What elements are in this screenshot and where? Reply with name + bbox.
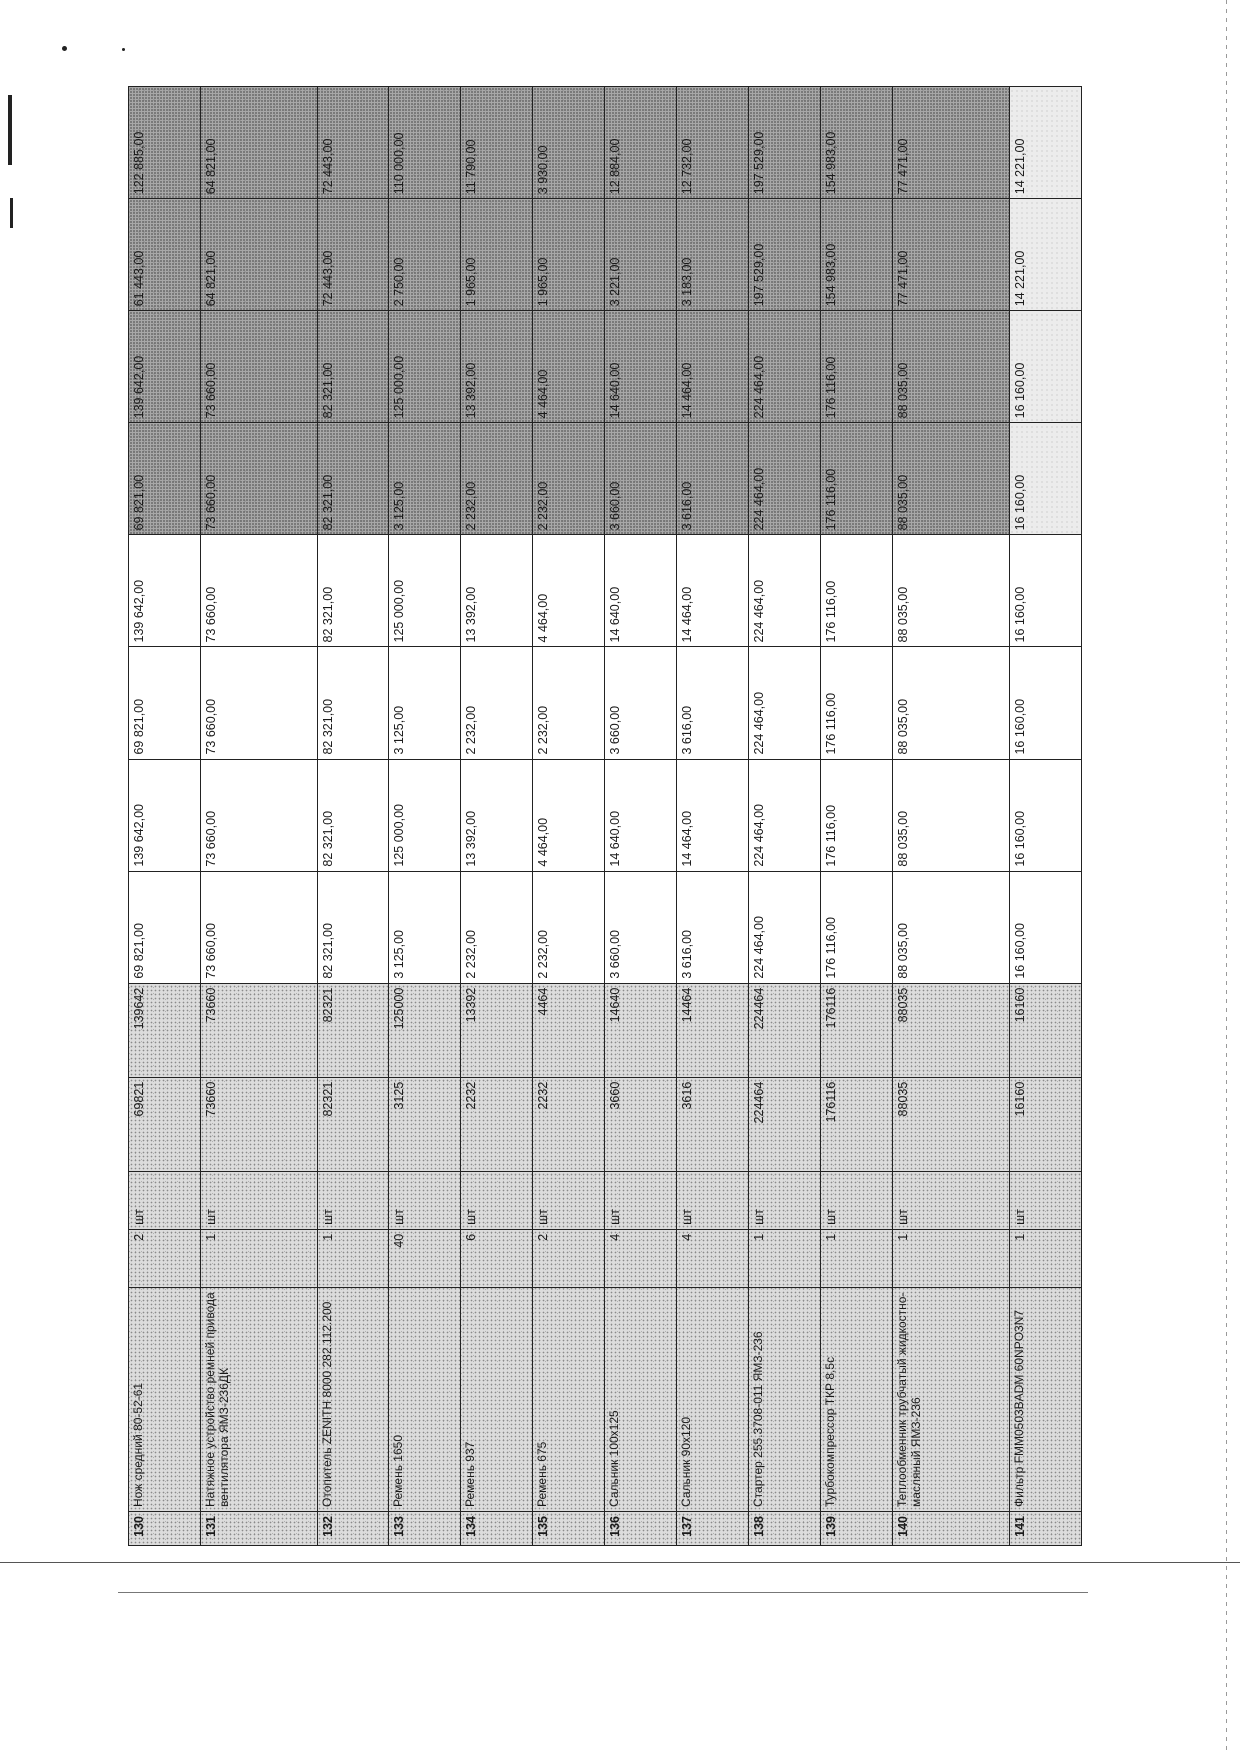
cell-quantity: 4 [677, 1229, 749, 1287]
cell-unit-price-3: 224 464,00 [749, 423, 821, 535]
cell-unit-price-2: 2 232,00 [461, 647, 533, 759]
cell-unit: шт [129, 1171, 201, 1229]
cell-total-price-3: 82 321,00 [317, 311, 389, 423]
cell-unit-price-4: 1 965,00 [533, 199, 605, 311]
cell-unit-price-1: 73 660,00 [200, 871, 317, 983]
cell-quantity: 1 [821, 1229, 893, 1287]
cell-unit-price-3: 16 160,00 [1009, 423, 1081, 535]
cell-total-price-1: 13 392,00 [461, 759, 533, 871]
table-row [461, 87, 533, 1546]
cell-unit-price-1: 224 464,00 [749, 871, 821, 983]
cell-unit-price-4: 3 221,00 [605, 199, 677, 311]
cell-unit-price-2: 69 821,00 [129, 647, 201, 759]
cell-unit-price-3: 2 232,00 [533, 423, 605, 535]
table-row [893, 87, 1010, 1546]
cell-total-price-3: 16 160,00 [1009, 311, 1081, 423]
cell-unit-price-4: 14 221,00 [1009, 199, 1081, 311]
scan-binding-mark [8, 95, 12, 165]
cell-quantity: 40 [389, 1229, 461, 1287]
cell-item-name: Фильтр FMM0503BADM 60NPO3N7 [1009, 1287, 1081, 1511]
cell-item-name: Сальник 90x120 [677, 1287, 749, 1511]
cell-total-price-2: 4 464,00 [533, 535, 605, 647]
cell-unit-price-4: 72 443,00 [317, 199, 389, 311]
cell-total-price-2: 176 116,00 [821, 535, 893, 647]
cell-unit-price-4: 154 983,00 [821, 199, 893, 311]
cell-quantity: 1 [200, 1229, 317, 1287]
table-row [749, 87, 821, 1546]
cell-unit-price-2: 16 160,00 [1009, 647, 1081, 759]
cell-row-number: 135 [533, 1511, 605, 1545]
cell-unit: шт [677, 1171, 749, 1229]
cell-unit-price-1: 82 321,00 [317, 871, 389, 983]
cell-total-price-3: 176 116,00 [821, 311, 893, 423]
cell-unit-price-1: 16 160,00 [1009, 871, 1081, 983]
cell-quantity: 6 [461, 1229, 533, 1287]
cell-total-price-2: 13 392,00 [461, 535, 533, 647]
cell-unit-price-2: 2 232,00 [533, 647, 605, 759]
cell-total-price-3: 125 000,00 [389, 311, 461, 423]
cell-total-price-3: 14 640,00 [605, 311, 677, 423]
cell-unit-price: 88035 [893, 1077, 1010, 1171]
cell-unit-price: 2232 [533, 1077, 605, 1171]
cell-unit-price-3: 3 125,00 [389, 423, 461, 535]
cell-unit-price-1: 88 035,00 [893, 871, 1010, 983]
cell-unit-price-1: 2 232,00 [461, 871, 533, 983]
cell-quantity: 1 [1009, 1229, 1081, 1287]
cell-quantity: 2 [129, 1229, 201, 1287]
cell-quantity: 1 [317, 1229, 389, 1287]
table-row [1009, 87, 1081, 1546]
cell-total-price-4: 12 732,00 [677, 87, 749, 199]
cell-total-price-2: 82 321,00 [317, 535, 389, 647]
cell-item-name: Теплообменник трубчатый жидкостно-масляный ЯМЗ-236 [893, 1287, 1010, 1511]
cell-unit-price-4: 61 443,00 [129, 199, 201, 311]
cell-unit-price-1: 3 616,00 [677, 871, 749, 983]
cell-unit: шт [317, 1171, 389, 1229]
cell-total-price-1: 139 642,00 [129, 759, 201, 871]
cell-unit: шт [200, 1171, 317, 1229]
cell-row-number: 134 [461, 1511, 533, 1545]
cell-unit-price: 3616 [677, 1077, 749, 1171]
cell-unit-price-2: 3 660,00 [605, 647, 677, 759]
cell-unit-price-2: 3 616,00 [677, 647, 749, 759]
cell-total-price: 73660 [200, 983, 317, 1077]
cell-total-price-1: 125 000,00 [389, 759, 461, 871]
bottom-rule [0, 1562, 1240, 1563]
cell-total-price-2: 14 464,00 [677, 535, 749, 647]
cell-total-price-4: 77 471,00 [893, 87, 1010, 199]
cell-unit-price-3: 73 660,00 [200, 423, 317, 535]
cell-total-price-4: 122 885,00 [129, 87, 201, 199]
cell-total-price-2: 14 640,00 [605, 535, 677, 647]
cell-item-name: Ремень 1650 [389, 1287, 461, 1511]
cell-unit-price-4: 3 183,00 [677, 199, 749, 311]
cell-row-number: 141 [1009, 1511, 1081, 1545]
cell-total-price-3: 88 035,00 [893, 311, 1010, 423]
cell-total-price-1: 14 640,00 [605, 759, 677, 871]
cell-unit-price-3: 82 321,00 [317, 423, 389, 535]
cell-unit-price-1: 3 125,00 [389, 871, 461, 983]
table-body [129, 87, 1082, 1546]
cell-item-name: Сальник 100x125 [605, 1287, 677, 1511]
cell-quantity: 2 [533, 1229, 605, 1287]
cell-total-price-1: 176 116,00 [821, 759, 893, 871]
cell-total-price: 14640 [605, 983, 677, 1077]
scan-binding-mark [10, 198, 13, 228]
cell-unit: шт [533, 1171, 605, 1229]
cell-unit-price: 82321 [317, 1077, 389, 1171]
cell-unit-price-1: 3 660,00 [605, 871, 677, 983]
cell-unit-price-2: 73 660,00 [200, 647, 317, 759]
cell-total-price-4: 197 529,00 [749, 87, 821, 199]
cell-unit: шт [389, 1171, 461, 1229]
cell-total-price-4: 11 790,00 [461, 87, 533, 199]
cell-row-number: 138 [749, 1511, 821, 1545]
cell-unit-price-4: 77 471,00 [893, 199, 1010, 311]
cell-total-price-2: 139 642,00 [129, 535, 201, 647]
table-row [317, 87, 389, 1546]
cell-total-price-1: 82 321,00 [317, 759, 389, 871]
table-row [821, 87, 893, 1546]
cell-total-price-2: 125 000,00 [389, 535, 461, 647]
cell-unit: шт [1009, 1171, 1081, 1229]
cell-unit-price: 73660 [200, 1077, 317, 1171]
cell-row-number: 133 [389, 1511, 461, 1545]
cell-unit-price-2: 88 035,00 [893, 647, 1010, 759]
cell-unit-price-4: 1 965,00 [461, 199, 533, 311]
cell-total-price-3: 13 392,00 [461, 311, 533, 423]
cell-row-number: 136 [605, 1511, 677, 1545]
cell-row-number: 137 [677, 1511, 749, 1545]
cell-unit-price: 3125 [389, 1077, 461, 1171]
cell-total-price-1: 88 035,00 [893, 759, 1010, 871]
cell-unit-price-4: 197 529,00 [749, 199, 821, 311]
cell-unit-price-4: 2 750,00 [389, 199, 461, 311]
cell-quantity: 4 [605, 1229, 677, 1287]
bottom-rule [118, 1592, 1088, 1593]
cell-unit-price-2: 82 321,00 [317, 647, 389, 759]
cell-total-price-4: 110 000,00 [389, 87, 461, 199]
cell-total-price-1: 14 464,00 [677, 759, 749, 871]
cell-total-price-2: 88 035,00 [893, 535, 1010, 647]
cell-unit-price-2: 3 125,00 [389, 647, 461, 759]
cell-total-price-1: 224 464,00 [749, 759, 821, 871]
cell-unit-price: 16160 [1009, 1077, 1081, 1171]
cell-row-number: 140 [893, 1511, 1010, 1545]
cell-row-number: 132 [317, 1511, 389, 1545]
cell-total-price: 4464 [533, 983, 605, 1077]
table-row [200, 87, 317, 1546]
cell-unit-price-2: 224 464,00 [749, 647, 821, 759]
cell-total-price: 176116 [821, 983, 893, 1077]
cell-unit-price-3: 3 660,00 [605, 423, 677, 535]
cell-unit-price-3: 69 821,00 [129, 423, 201, 535]
cell-unit: шт [461, 1171, 533, 1229]
cell-item-name: Натяжное устройство ремней привода вентилятора ЯМЗ-236ДК [200, 1287, 317, 1511]
cell-total-price-4: 154 983,00 [821, 87, 893, 199]
cell-unit-price-1: 2 232,00 [533, 871, 605, 983]
cell-unit-price: 176116 [821, 1077, 893, 1171]
cell-item-name: Ремень 937 [461, 1287, 533, 1511]
cell-row-number: 130 [129, 1511, 201, 1545]
cell-unit-price: 3660 [605, 1077, 677, 1171]
cell-total-price-4: 72 443,00 [317, 87, 389, 199]
cell-total-price-3: 73 660,00 [200, 311, 317, 423]
cell-quantity: 1 [749, 1229, 821, 1287]
cell-unit-price-3: 88 035,00 [893, 423, 1010, 535]
cell-total-price-1: 73 660,00 [200, 759, 317, 871]
table-row [389, 87, 461, 1546]
cell-item-name: Стартер 255.3708-011 ЯМЗ-236 [749, 1287, 821, 1511]
cell-unit: шт [605, 1171, 677, 1229]
cell-total-price-3: 4 464,00 [533, 311, 605, 423]
price-table [128, 86, 1082, 1546]
cell-item-name: Отопитель ZENITH 8000 282.112.200 [317, 1287, 389, 1511]
cell-unit: шт [749, 1171, 821, 1229]
cell-unit-price: 69821 [129, 1077, 201, 1171]
cell-item-name: Турбокомпрессор ТКР 8,5с [821, 1287, 893, 1511]
cell-unit-price-3: 2 232,00 [461, 423, 533, 535]
cell-total-price: 14464 [677, 983, 749, 1077]
cell-unit: шт [821, 1171, 893, 1229]
cell-unit-price-2: 176 116,00 [821, 647, 893, 759]
cell-total-price-4: 64 821,00 [200, 87, 317, 199]
cell-total-price-3: 224 464,00 [749, 311, 821, 423]
cell-unit-price-3: 3 616,00 [677, 423, 749, 535]
cell-unit-price-4: 64 821,00 [200, 199, 317, 311]
cell-total-price-4: 12 884,00 [605, 87, 677, 199]
cell-total-price: 88035 [893, 983, 1010, 1077]
cell-unit-price: 224464 [749, 1077, 821, 1171]
cell-row-number: 139 [821, 1511, 893, 1545]
cell-total-price: 224464 [749, 983, 821, 1077]
rotated-table-wrapper [128, 86, 1082, 1546]
cell-total-price-2: 224 464,00 [749, 535, 821, 647]
table-row [677, 87, 749, 1546]
cell-item-name: Нож средний 80-52-61 [129, 1287, 201, 1511]
cell-total-price: 13392 [461, 983, 533, 1077]
table-row [533, 87, 605, 1546]
cell-total-price-2: 16 160,00 [1009, 535, 1081, 647]
cell-total-price-2: 73 660,00 [200, 535, 317, 647]
cell-total-price: 125000 [389, 983, 461, 1077]
scan-speck [62, 46, 67, 51]
cell-total-price-1: 4 464,00 [533, 759, 605, 871]
cell-unit-price-1: 69 821,00 [129, 871, 201, 983]
table-row [129, 87, 201, 1546]
cell-unit-price: 2232 [461, 1077, 533, 1171]
cell-item-name: Ремень 675 [533, 1287, 605, 1511]
cell-total-price: 16160 [1009, 983, 1081, 1077]
cell-total-price: 139642 [129, 983, 201, 1077]
table-row [605, 87, 677, 1546]
scan-right-edge [1226, 0, 1227, 1754]
cell-quantity: 1 [893, 1229, 1010, 1287]
cell-total-price-4: 3 930,00 [533, 87, 605, 199]
cell-total-price-1: 16 160,00 [1009, 759, 1081, 871]
cell-unit-price-3: 176 116,00 [821, 423, 893, 535]
scan-speck [122, 48, 125, 51]
cell-total-price-3: 14 464,00 [677, 311, 749, 423]
cell-unit: шт [893, 1171, 1010, 1229]
cell-total-price-4: 14 221,00 [1009, 87, 1081, 199]
cell-total-price: 82321 [317, 983, 389, 1077]
cell-total-price-3: 139 642,00 [129, 311, 201, 423]
cell-unit-price-1: 176 116,00 [821, 871, 893, 983]
cell-row-number: 131 [200, 1511, 317, 1545]
